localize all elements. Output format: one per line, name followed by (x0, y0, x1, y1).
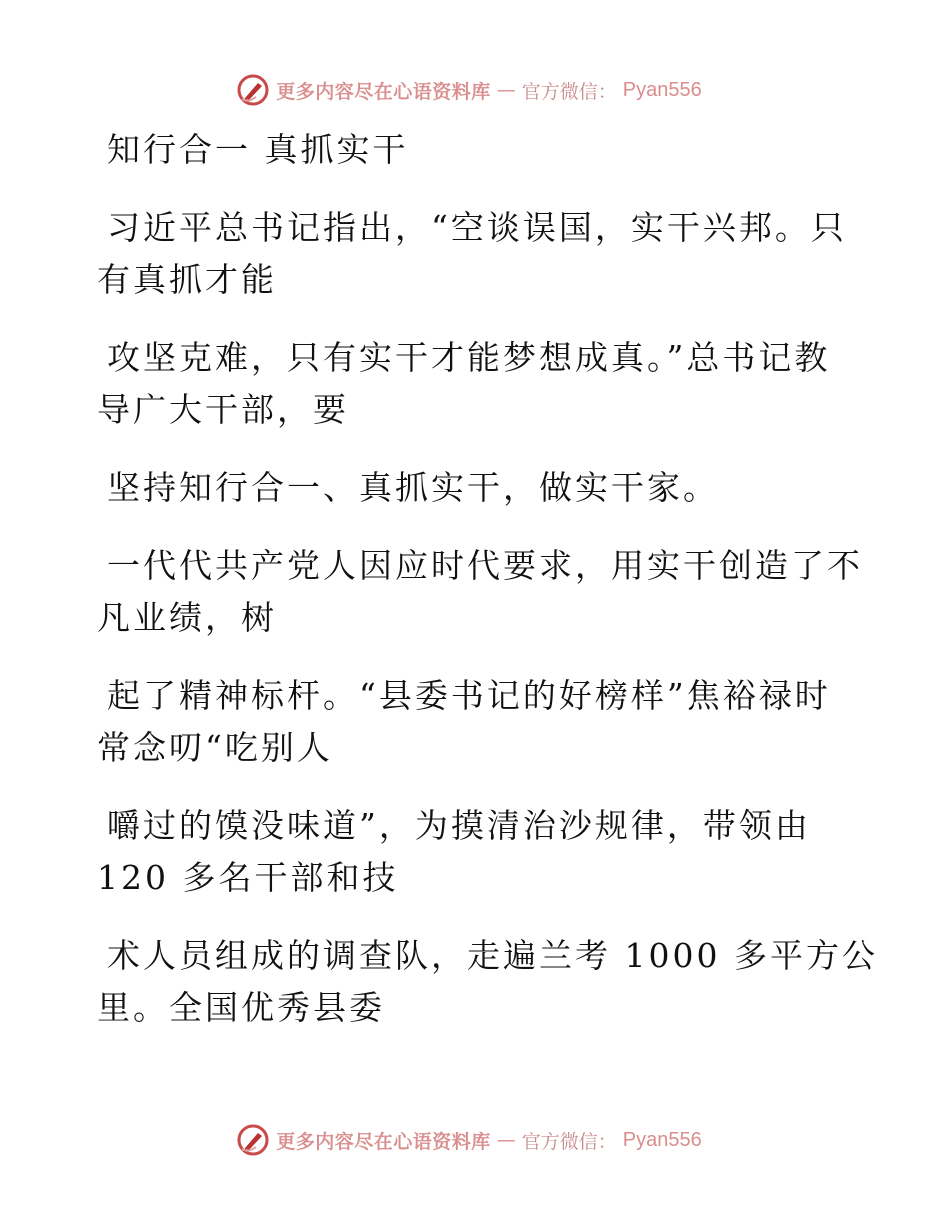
banner-separator: — (496, 79, 516, 101)
text-line: 常念叨“吃别人 (97, 728, 333, 767)
text-line: 起了精神标杆。“县委书记的好榜样”焦裕禄时 (107, 676, 831, 715)
pen-logo-icon (236, 1123, 270, 1157)
footer-banner (0, 1120, 950, 1160)
header-banner (0, 70, 950, 110)
banner-content (236, 73, 702, 107)
banner-wechat-label: 官方微信： (521, 80, 617, 103)
pen-logo-icon (236, 73, 270, 107)
banner-text: 更多内容尽在心语资料库 (276, 1130, 491, 1153)
text-line: 导广大干部，要 (97, 390, 349, 429)
banner-wechat-label: 官方微信： (521, 1130, 617, 1153)
text-line: 有真抓才能 (97, 260, 277, 299)
banner-wechat-id: Pyan556 (622, 1128, 702, 1151)
text-line: 术人员组成的调查队，走遍兰考 1000 多平方公 (107, 936, 878, 975)
text-line: 嚼过的馍没味道”，为摸清治沙规律，带领由 (107, 806, 811, 845)
text-line: 120 多名干部和技 (97, 858, 399, 897)
document-body (97, 124, 878, 1034)
banner-content (236, 1123, 702, 1157)
text-line: 凡业绩，树 (97, 598, 277, 637)
text-line: 里。全国优秀县委 (97, 988, 385, 1027)
banner-text: 更多内容尽在心语资料库 (276, 80, 491, 103)
document-title: 知行合一 真抓实干 (107, 130, 409, 169)
text-line: 攻坚克难，只有实干才能梦想成真。”总书记教 (107, 338, 831, 377)
text-line: 习近平总书记指出，“空谈误国，实干兴邦。只 (107, 208, 847, 247)
banner-separator: — (496, 1129, 516, 1151)
banner-wechat-id: Pyan556 (622, 78, 702, 101)
text-line: 坚持知行合一、真抓实干，做实干家。 (107, 468, 719, 507)
text-line: 一代代共产党人因应时代要求，用实干创造了不 (107, 546, 863, 585)
